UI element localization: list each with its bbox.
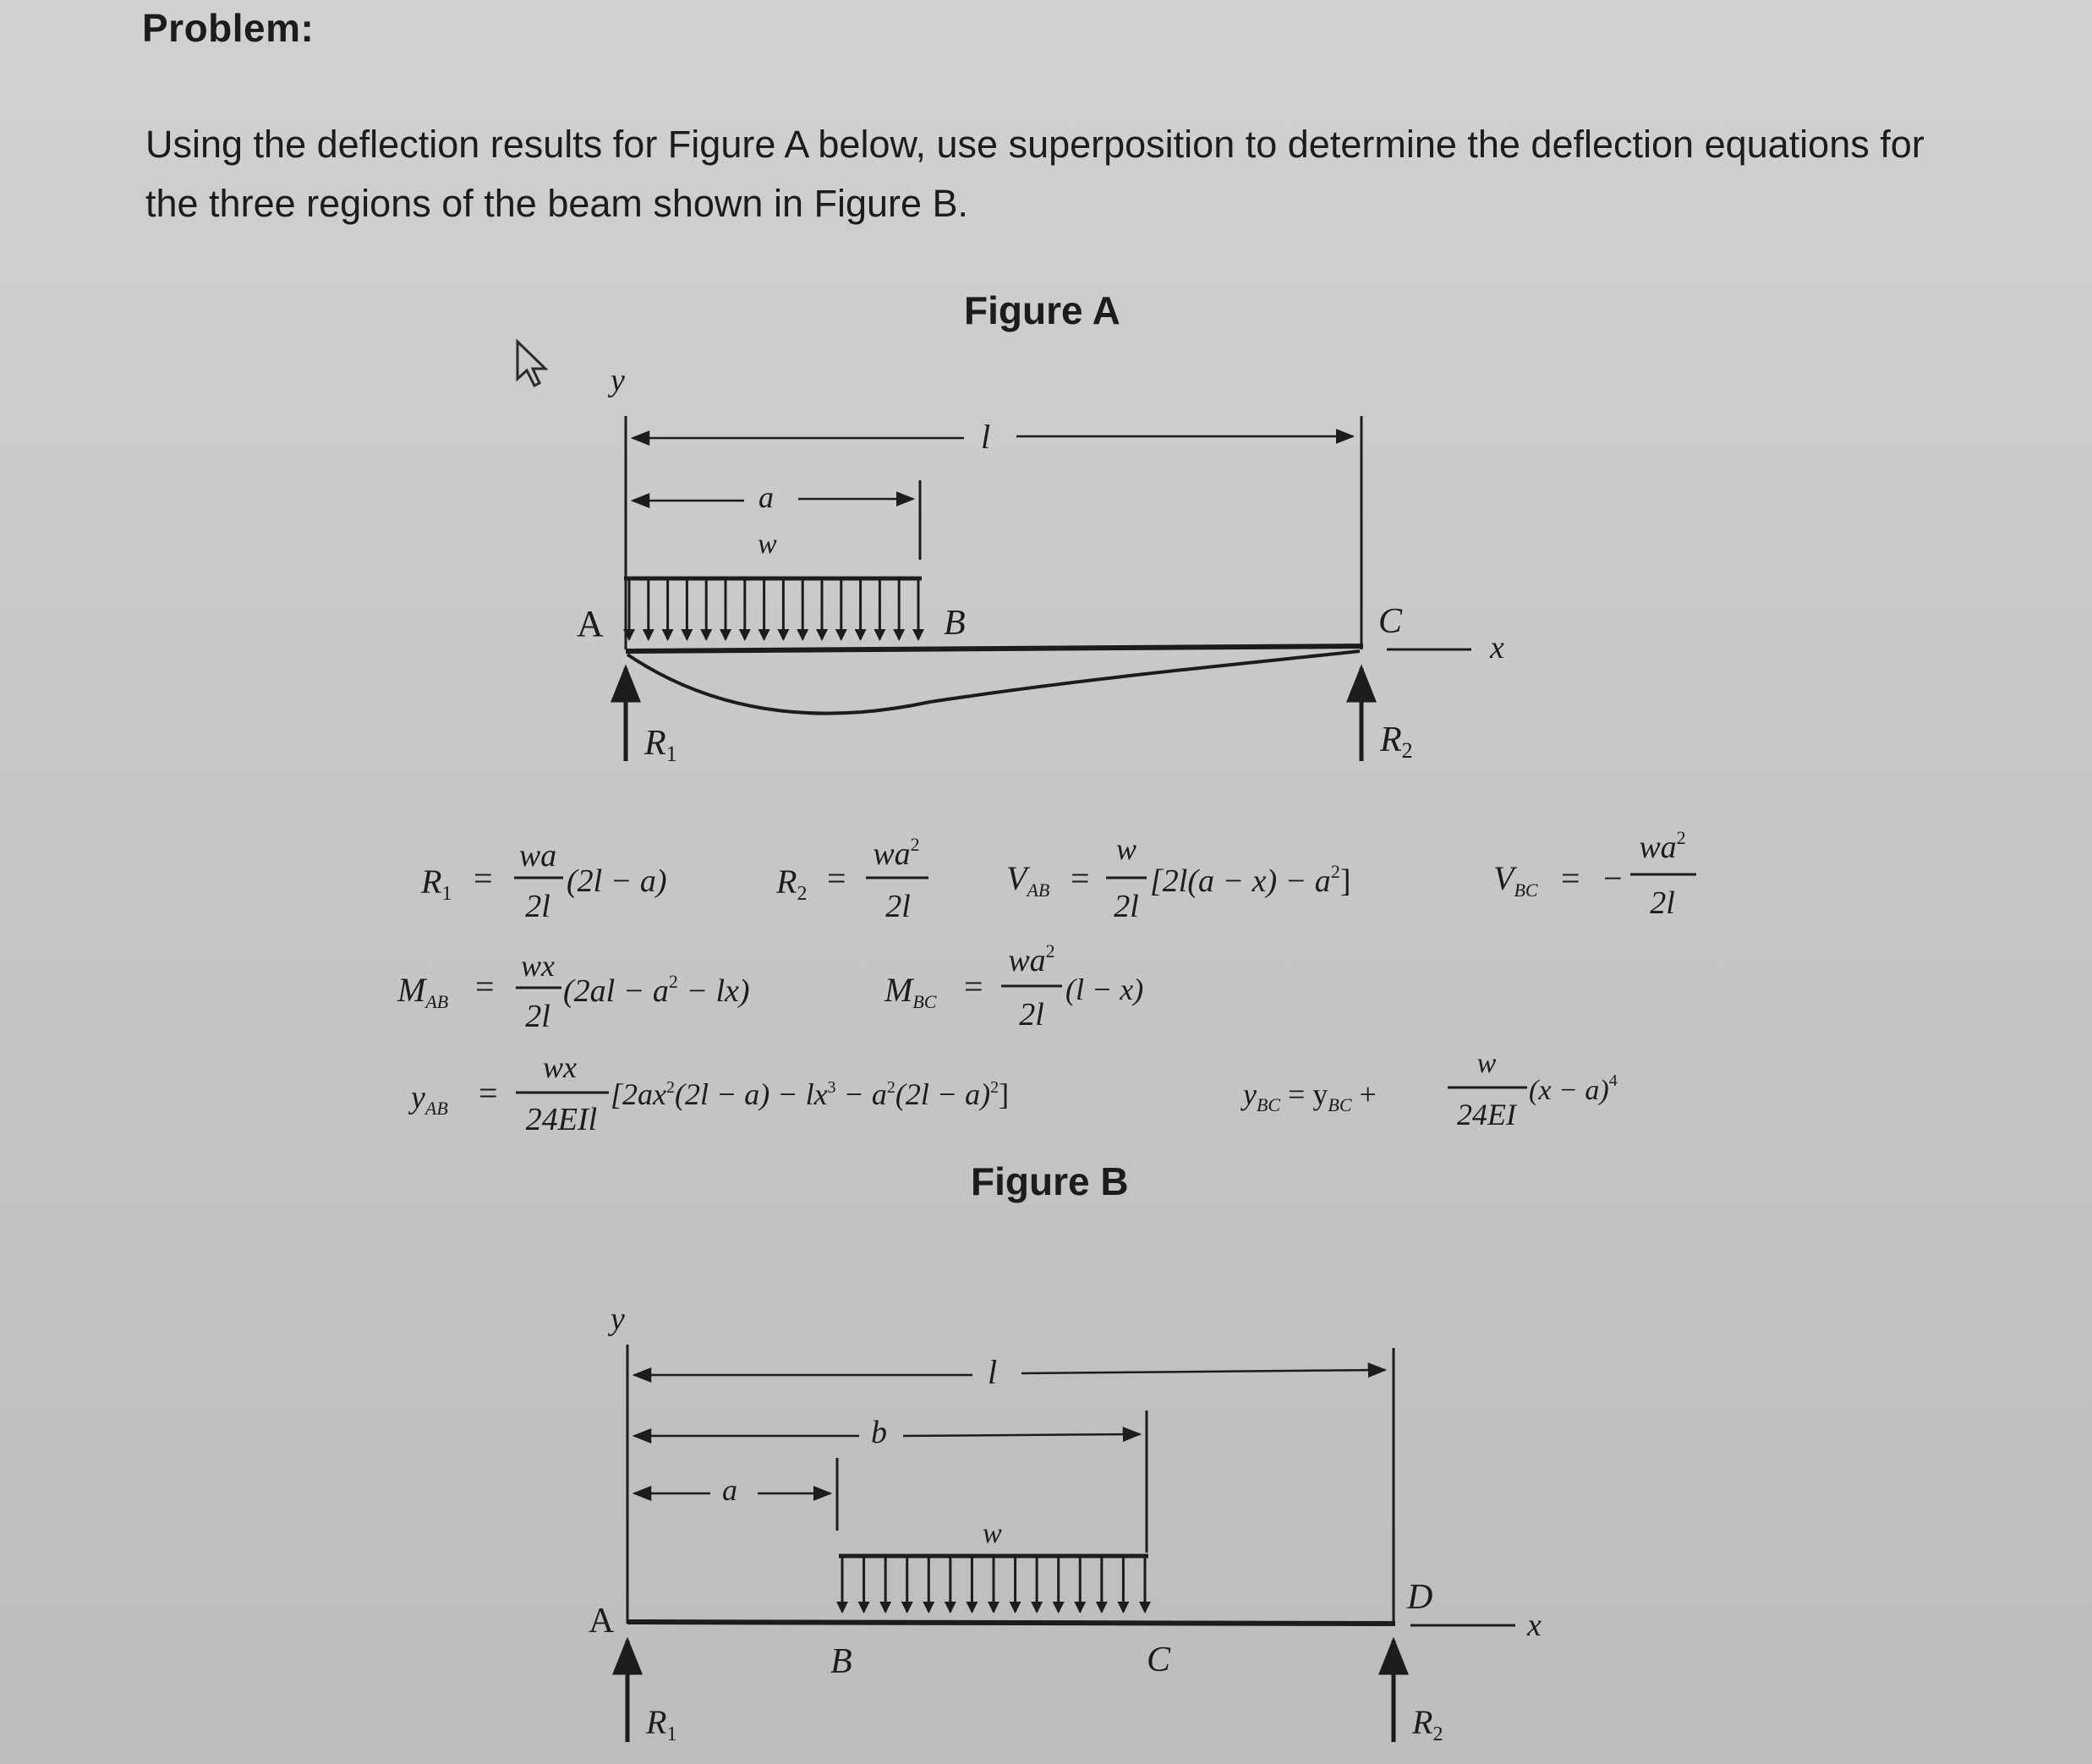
svg-text:−: −: [1603, 859, 1623, 897]
svg-text:=: =: [474, 859, 493, 897]
fig-b-w-label: w: [983, 1518, 1002, 1549]
problem-heading: Problem:: [142, 6, 315, 50]
fig-a-load-arrowhead: [681, 629, 693, 641]
svg-text:2l: 2l: [525, 889, 550, 924]
svg-text:wa2: $wa^2$: [1008, 940, 1055, 978]
svg-text:wa2: $wa^2$: [873, 834, 920, 872]
fig-b-b-label: b: [871, 1415, 887, 1450]
equation-m-bc: [884, 940, 1143, 1033]
fig-a-load-arrowhead: [816, 629, 828, 641]
svg-text:24EI: 24EI: [1457, 1098, 1516, 1131]
fig-a-span-l-label: l: [981, 418, 991, 456]
fig-b-r1-label: $R_1$: [646, 1703, 677, 1745]
svg-text:yAB: $y_{AB}$: [411, 1080, 448, 1119]
figure-a-distributed-load: [623, 578, 924, 641]
svg-text:VBC: $V_{BC}$: [1493, 859, 1538, 901]
fig-b-load-arrowhead: [901, 1602, 913, 1613]
svg-text:wx: wx: [521, 949, 555, 983]
fig-a-load-arrowhead: [855, 629, 867, 641]
fig-b-load-arrowhead: [923, 1602, 934, 1613]
svg-text:(2l − a): (2l − a): [567, 863, 667, 899]
figure-a-title: Figure A: [964, 288, 1120, 332]
svg-text:MAB: $M_{AB}$: [397, 971, 449, 1012]
fig-b-load-arrowhead: [1074, 1602, 1086, 1613]
figure-b-diagram: [627, 1345, 1515, 1742]
fig-b-r2-label: $R_2$: [1412, 1703, 1443, 1745]
equation-v-ab: [1006, 832, 1350, 924]
fig-b-load-arrowhead: [966, 1602, 978, 1613]
fig-b-x-axis-label: x: [1527, 1608, 1542, 1643]
figure-b-labels: [589, 1301, 1542, 1745]
fig-b-load-arrowhead: [1139, 1602, 1151, 1613]
fig-b-load-arrowhead: [1096, 1602, 1108, 1613]
fig-b-point-d-label: D: [1407, 1578, 1433, 1617]
fig-b-load-arrowhead: [945, 1602, 956, 1613]
fig-a-point-c-label: C: [1378, 602, 1403, 641]
fig-a-load-arrowhead: [777, 629, 789, 641]
fig-a-r1-label: R1: [644, 724, 677, 766]
fig-a-a-label: a: [758, 480, 774, 514]
figure-a-equations: [397, 827, 1696, 1137]
fig-a-y-axis-label: y: [611, 363, 625, 398]
fig-b-point-b-label: B: [830, 1642, 852, 1681]
mouse-cursor-icon: [518, 342, 545, 386]
equation-r2: [775, 834, 928, 924]
svg-text:(x − a)4: $(x - a)^4$: [1529, 1071, 1618, 1106]
fig-b-load-arrowhead: [1010, 1602, 1021, 1613]
equation-v-bc: [1493, 827, 1696, 921]
fig-b-load-arrowhead: [836, 1602, 848, 1613]
fig-a-load-arrowhead: [758, 629, 770, 641]
equation-r1: [420, 838, 667, 924]
svg-text:(2al − a2 − lx): $(2al - a^2 - lx)$: [563, 971, 750, 1009]
svg-text:2l: 2l: [885, 889, 911, 924]
fig-b-point-a-label: A: [589, 1602, 615, 1641]
fig-a-load-arrowhead: [835, 629, 847, 641]
svg-text:(l − x): (l − x): [1065, 972, 1144, 1006]
svg-text:[2ax2(2l − a) − lx3 − a2(2l −: $[2ax^2(2l - a) - lx^3 - a^2(2l - a)^2]$: [611, 1077, 1010, 1111]
svg-text:2l: 2l: [525, 999, 550, 1034]
fig-a-x-axis-label: x: [1490, 630, 1504, 666]
fig-a-point-b-label: B: [944, 604, 966, 643]
equation-y-ab: [408, 1050, 1009, 1137]
fig-a-load-arrowhead: [893, 629, 905, 641]
fig-b-load-arrowhead: [1117, 1602, 1129, 1613]
svg-text:yBC = yBC +: $y_{BC} = y_{BC}$ +: [1243, 1077, 1377, 1115]
fig-a-load-arrowhead: [739, 629, 751, 641]
svg-text:24EIl: 24EIl: [525, 1102, 598, 1137]
fig-a-load-arrowhead: [700, 629, 712, 641]
fig-a-load-arrowhead: [720, 629, 731, 641]
fig-b-load-arrowhead: [1031, 1602, 1043, 1613]
figure-a-diagram: [624, 416, 1471, 761]
svg-text:2l: 2l: [1019, 997, 1044, 1033]
svg-text:=: =: [1071, 859, 1090, 897]
figure-b-title: Figure B: [971, 1159, 1129, 1203]
equation-y-bc: [1240, 1048, 1618, 1131]
svg-text:w: w: [1115, 832, 1137, 866]
svg-text:=: =: [479, 1074, 498, 1112]
fig-b-load-arrowhead: [858, 1602, 870, 1613]
fig-a-load-arrowhead: [873, 629, 885, 641]
svg-text:R1: $R_1$: [421, 863, 452, 905]
fig-b-span-l-label: l: [988, 1353, 998, 1391]
svg-text:=: =: [827, 859, 846, 897]
fig-b-a-label: a: [722, 1473, 737, 1507]
fig-b-load-arrowhead: [879, 1602, 891, 1613]
svg-text:=: =: [1561, 859, 1580, 897]
svg-text:2l: 2l: [1650, 885, 1675, 921]
fig-b-y-axis-label: y: [611, 1301, 625, 1337]
fig-a-load-arrowhead: [643, 629, 654, 641]
svg-text:R2: $R_2$: [776, 863, 808, 905]
svg-text:=: =: [964, 967, 983, 1005]
equation-m-ab: [397, 949, 750, 1034]
svg-text:VAB: $V_{AB}$: [1006, 859, 1050, 901]
svg-text:w: w: [1476, 1048, 1497, 1079]
svg-text:2l: 2l: [1114, 889, 1139, 924]
svg-text:wa: wa: [518, 838, 557, 874]
fig-a-load-arrowhead: [912, 629, 924, 641]
svg-text:wa2: $wa^2$: [1639, 827, 1686, 865]
figure-a-labels: [577, 363, 1504, 766]
fig-a-load-arrowhead: [662, 629, 674, 641]
svg-text:MBC: $M_{BC}$: [884, 971, 937, 1012]
problem-statement: Using the deflection results for Figure A below, use superposition to determine the deflection equations for the three regions of the beam shown in Figure B.: [145, 123, 1925, 225]
fig-b-point-c-label: C: [1147, 1641, 1171, 1679]
fig-a-point-a-label: A: [577, 603, 604, 644]
svg-text:wx: wx: [543, 1050, 577, 1084]
fig-a-r2-label: R2: [1380, 720, 1413, 763]
figure-b-distributed-load: [836, 1556, 1151, 1613]
fig-b-load-arrowhead: [988, 1602, 999, 1613]
fig-b-load-arrowhead: [1053, 1602, 1065, 1613]
fig-a-load-arrowhead: [797, 629, 808, 641]
svg-text:[2l(a − x) − a2]: $[2l(a - x) - a^2]$: [1150, 861, 1351, 899]
svg-text:=: =: [475, 967, 495, 1005]
fig-a-w-label: w: [758, 529, 777, 560]
